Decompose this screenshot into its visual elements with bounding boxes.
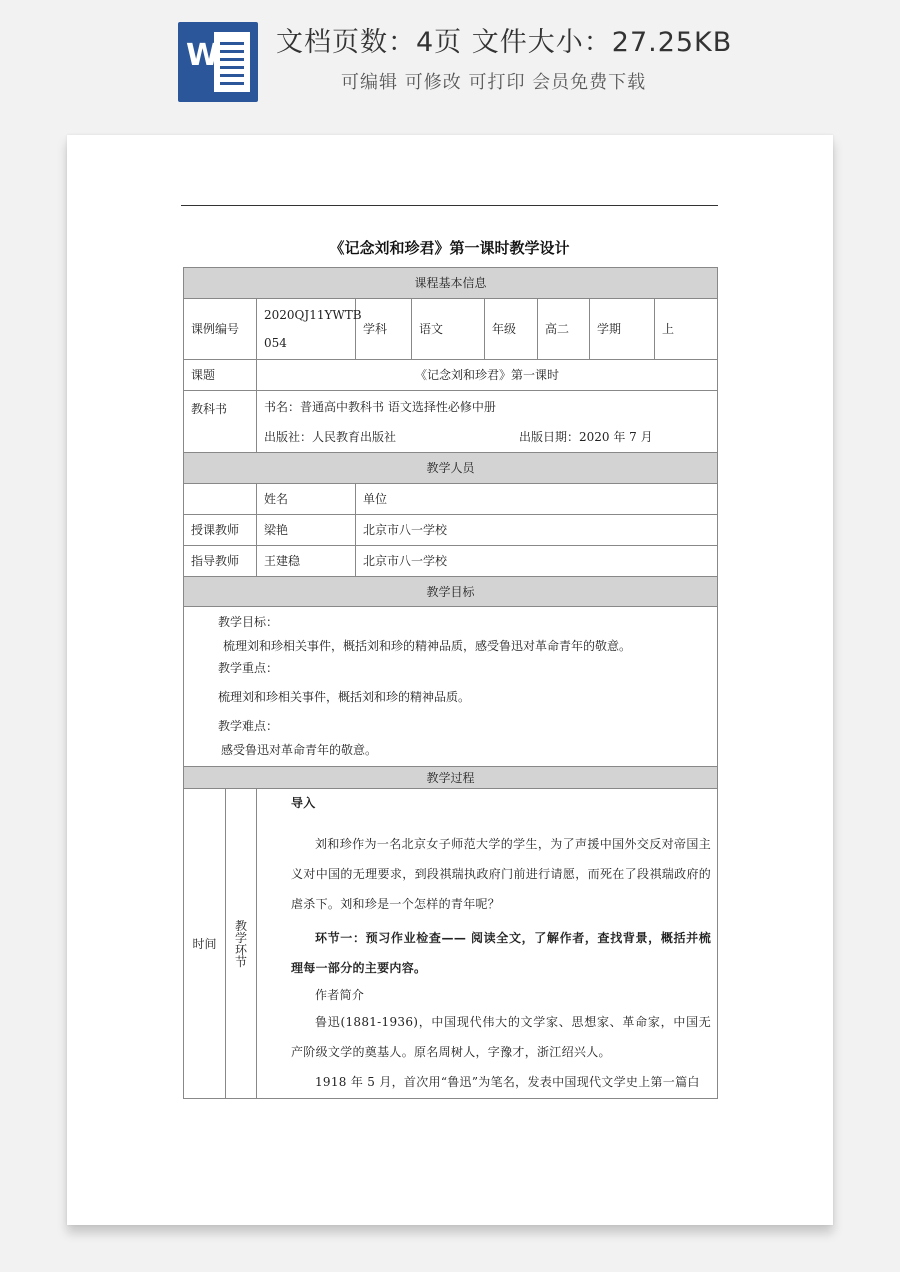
- history-text: 1918 年 5 月，首次用“鲁迅”为笔名，发表中国现代文学史上第一篇白: [315, 1075, 700, 1089]
- staff-role: 指导教师: [184, 546, 257, 577]
- staff-role: 授课教师: [184, 515, 257, 546]
- term-label: 学期: [590, 299, 655, 360]
- word-doc-icon: [178, 22, 258, 102]
- staff-unit: 北京市八一学校: [356, 515, 718, 546]
- table-row: [184, 515, 718, 546]
- grade-value: 高二: [538, 299, 590, 360]
- staff-name: 王建稳: [257, 546, 356, 577]
- subject-label: 学科: [356, 299, 412, 360]
- doc-page-shape: [214, 32, 250, 92]
- goals-content: [184, 607, 718, 767]
- file-info-title: 文档页数：4页 文件大小：27.25KB: [276, 27, 733, 58]
- table-row: [184, 546, 718, 577]
- author-text: 鲁迅(1881-1936)，中国现代伟大的文学家、思想家、革命家，中国无产阶级文学的奠基人。原名周树人，字豫才，浙江绍兴人。: [291, 1015, 712, 1059]
- lesson-plan-table: [183, 267, 718, 1099]
- intro-text: 刘和珍作为一名北京女子师范大学的学生，为了声援中国外交反对帝国主义对中国的无理要求，到段祺瑞执政府门前进行请愿，而死在了段祺瑞政府的虐杀下。刘和珍是一个怎样的青年呢？: [291, 837, 712, 911]
- difficulty-label: 教学难点：: [218, 719, 279, 733]
- section-goals: 教学目标: [184, 577, 718, 607]
- section-staff: 教学人员: [184, 453, 718, 484]
- staff-unit-header: 单位: [356, 484, 718, 515]
- publisher: 出版社：人民教育出版社: [264, 430, 397, 444]
- intro-heading: 导入: [291, 796, 316, 810]
- section-process: 教学过程: [184, 767, 718, 789]
- process-content: [257, 789, 718, 1099]
- grade-label: 年级: [485, 299, 538, 360]
- textbook-info: [257, 391, 718, 453]
- focus-text: 梳理刘和珍相关事件，概括刘和珍的精神品质。: [218, 690, 471, 704]
- goal-label: 教学目标：: [218, 615, 279, 629]
- difficulty-text: 感受鲁迅对革命青年的敬意。: [221, 743, 378, 757]
- step1-heading: 环节一：预习作业检查—— 阅读全文，了解作者，查找背景，概括并梳理每一部分的主要内容。: [291, 931, 712, 975]
- staff-name-header: 姓名: [257, 484, 356, 515]
- staff-role-header: [184, 484, 257, 515]
- section-basic-info: 课程基本信息: [184, 268, 718, 299]
- code-value: 2020QJ11YWTB 054: [257, 299, 356, 360]
- document-title: 《记念刘和珍君》第一课时教学设计: [329, 239, 570, 257]
- word-letter-icon: W: [186, 38, 220, 73]
- term-value: 上: [655, 299, 718, 360]
- goal-text: 梳理刘和珍相关事件，概括刘和珍的精神品质，感受鲁迅对革命青年的敬意。: [223, 639, 632, 653]
- publish-date: 出版日期：2020 年 7 月: [519, 430, 653, 444]
- staff-unit: 北京市八一学校: [356, 546, 718, 577]
- time-label: 时间: [184, 789, 226, 1099]
- code-label: 课例编号: [184, 299, 257, 360]
- file-info-subtitle: 可编辑 可修改 可打印 会员免费下载: [341, 72, 647, 93]
- stage-label: 教 学 环 节: [226, 789, 257, 1099]
- header-rule: [181, 205, 718, 206]
- topic-value: 《记念刘和珍君》第一课时: [257, 360, 718, 391]
- focus-label: 教学重点：: [218, 661, 279, 675]
- topic-label: 课题: [184, 360, 257, 391]
- textbook-label: 教科书: [184, 391, 257, 453]
- subject-value: 语文: [412, 299, 485, 360]
- author-label: 作者简介: [315, 988, 365, 1002]
- staff-name: 梁艳: [257, 515, 356, 546]
- book-name: 书名：普通高中教科书 语文选择性必修中册: [264, 400, 496, 414]
